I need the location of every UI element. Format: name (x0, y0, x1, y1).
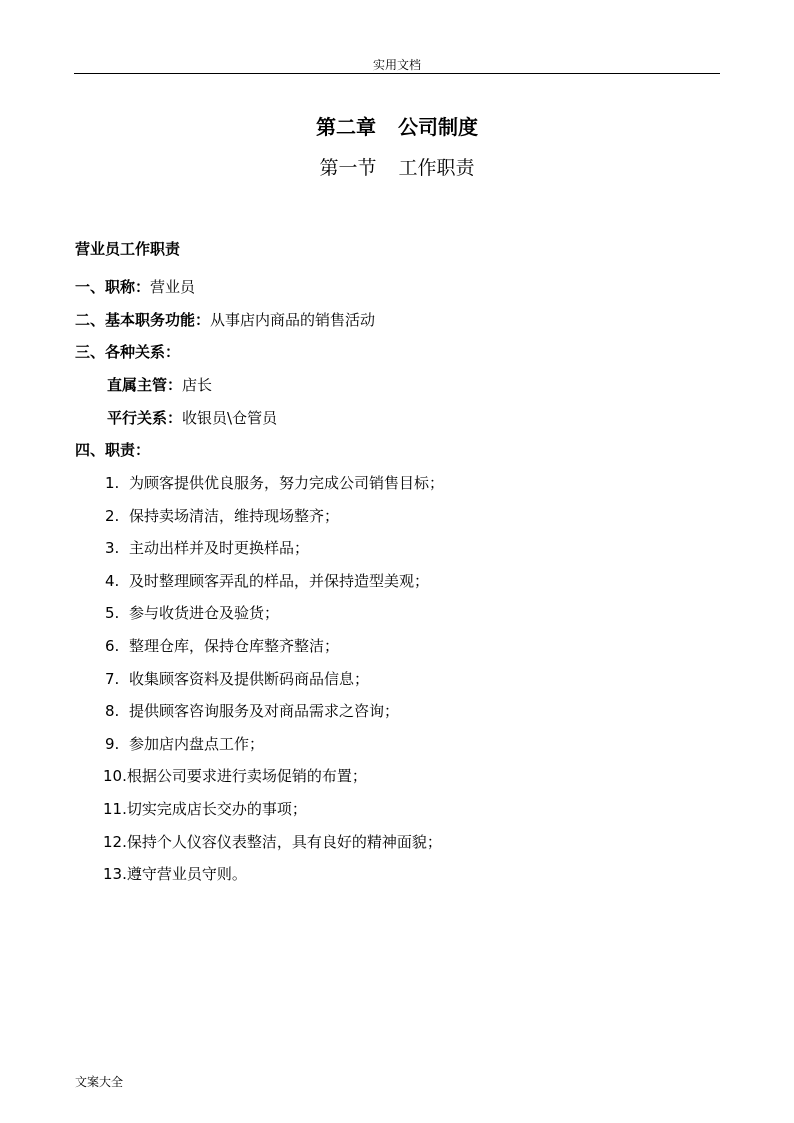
job-title-label: 一、职称： (75, 278, 151, 296)
duty-item (105, 602, 279, 624)
basic-function-value: 从事店内商品的销售活动 (210, 311, 376, 329)
section-title (0, 154, 794, 182)
section-label: 第一节 (319, 157, 377, 179)
duty-text: 保持卖场清洁，维持现场整齐； (129, 507, 340, 525)
duty-text: 切实完成店长交办的事项； (126, 800, 307, 818)
duty-item (105, 472, 444, 494)
parallel-relations-line (107, 407, 277, 429)
duty-item (105, 537, 309, 559)
duty-item (103, 765, 367, 787)
duty-item (105, 505, 339, 527)
parallel-relations-value: 收银员\仓管员 (182, 409, 278, 427)
basic-function-line (75, 309, 375, 331)
duty-number: 7. (105, 670, 120, 688)
duty-item (103, 831, 442, 853)
duty-text: 参加店内盘点工作； (129, 735, 265, 753)
duty-item (105, 668, 369, 690)
relations-heading: 三、各种关系： (75, 343, 181, 361)
duty-text: 收集顾客资料及提供断码商品信息； (129, 670, 370, 688)
duty-number: 2. (105, 507, 120, 525)
duty-item (105, 570, 429, 592)
duty-text: 及时整理顾客弄乱的样品，并保持造型美观； (129, 572, 430, 590)
duty-text: 参与收货进仓及验货； (129, 604, 280, 622)
section-name: 工作职责 (398, 157, 475, 179)
duty-number: 10. (103, 767, 127, 785)
duty-number: 12. (103, 833, 127, 851)
job-title-value: 营业员 (150, 278, 196, 296)
duty-text: 保持个人仪容仪表整洁，具有良好的精神面貌； (126, 833, 442, 851)
duty-text: 整理仓库，保持仓库整齐整洁； (129, 637, 340, 655)
chapter-label: 第二章 (316, 115, 376, 139)
page-header: 实用文档 (372, 58, 421, 72)
header-rule (74, 73, 720, 74)
duty-item (103, 863, 247, 885)
duty-item (105, 700, 399, 722)
parallel-relations-label: 平行关系： (107, 409, 183, 427)
duty-number: 5. (105, 604, 120, 622)
page-footer: 文案大全 (75, 1075, 124, 1089)
document-title: 营业员工作职责 (75, 240, 181, 258)
duty-number: 8. (105, 702, 120, 720)
supervisor-value: 店长 (182, 376, 213, 394)
duty-number: 3. (105, 539, 120, 557)
duty-number: 13. (103, 865, 127, 883)
chapter-name: 公司制度 (398, 115, 478, 139)
duty-number: 11. (103, 800, 127, 818)
basic-function-label: 二、基本职务功能： (75, 311, 211, 329)
duty-text: 根据公司要求进行卖场促销的布置； (126, 767, 367, 785)
duty-number: 9. (105, 735, 120, 753)
duty-text: 遵守营业员守则。 (126, 865, 247, 883)
duty-text: 提供顾客咨询服务及对商品需求之咨询； (129, 702, 400, 720)
duty-item (105, 733, 264, 755)
duty-number: 1. (105, 474, 120, 492)
job-title-line (75, 276, 195, 298)
duty-item (105, 635, 339, 657)
duty-text: 为顾客提供优良服务，努力完成公司销售目标； (129, 474, 445, 492)
duties-heading: 四、职责： (75, 441, 151, 459)
duty-number: 6. (105, 637, 120, 655)
supervisor-label: 直属主管： (107, 376, 183, 394)
duty-number: 4. (105, 572, 120, 590)
chapter-title (0, 113, 794, 141)
duty-text: 主动出样并及时更换样品； (129, 539, 310, 557)
duty-item (103, 798, 307, 820)
supervisor-line (107, 374, 212, 396)
